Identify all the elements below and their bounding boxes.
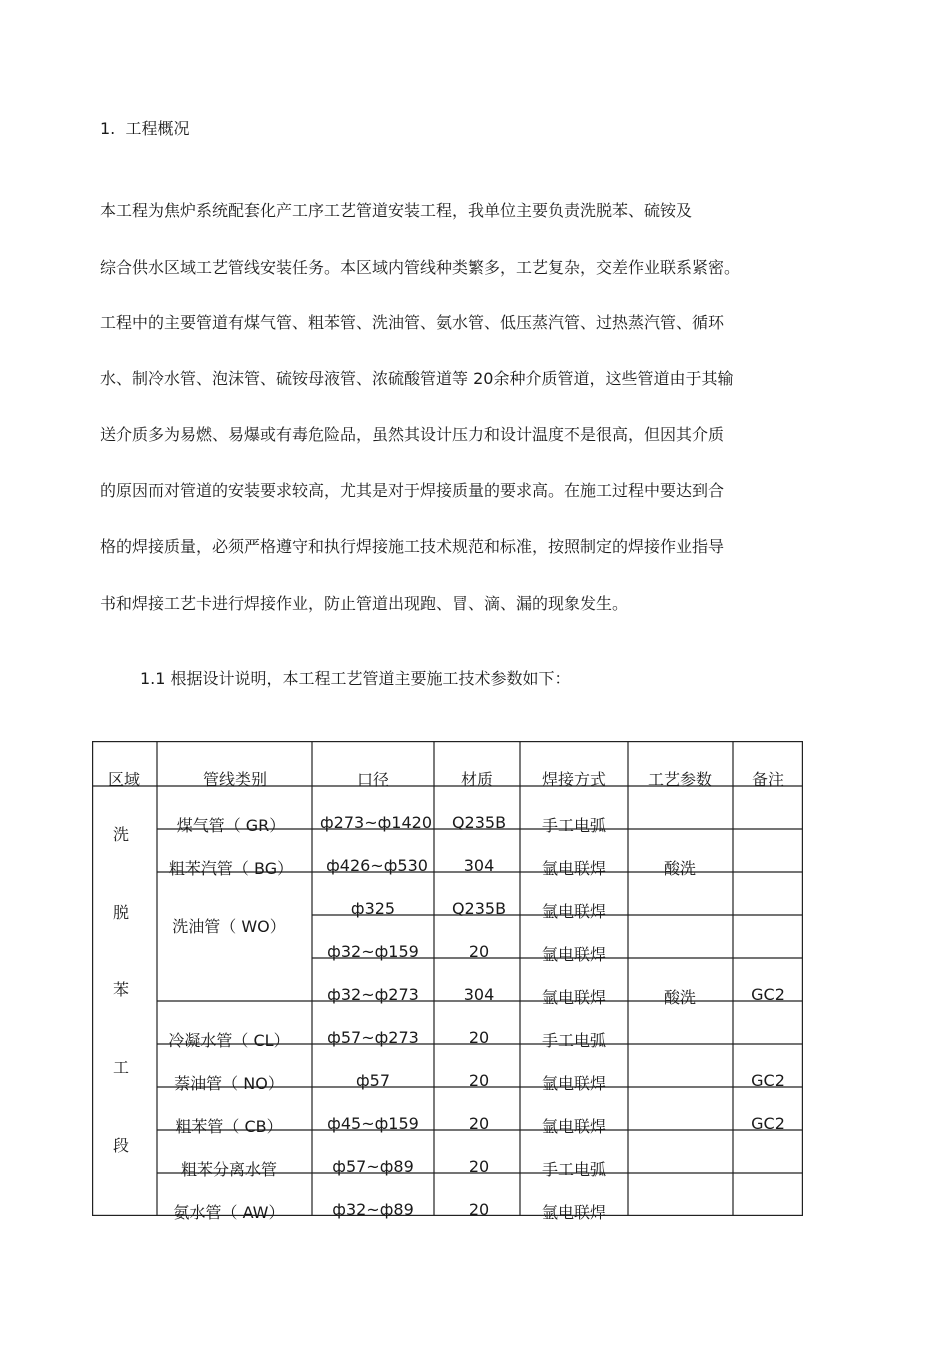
header-region: 区域 [107, 770, 141, 789]
cell-remark: GC2 [751, 1071, 785, 1090]
cell-diameter: ф57 [355, 1071, 391, 1090]
header-line-type: 管线类别 [202, 770, 268, 789]
cell-line-type: 粗苯管（ CB） [175, 1117, 283, 1136]
subsection-heading: 1.1 根据设计说明，本工程工艺管道主要施工技术参数如下： [140, 669, 571, 688]
paragraph-line: 水、制冷水管、泡沫管、硫铵母液管、浓硫酸管道等 20余种介质管道，这些管道由于其输 [100, 369, 734, 388]
cell-welding: 氩电联焊 [541, 945, 607, 964]
cell-welding: 氩电联焊 [541, 859, 607, 878]
header-diameter: 口径 [356, 770, 390, 789]
cell-welding: 手工电弧 [541, 1160, 607, 1179]
cell-line-type: 煤气管（ GR） [176, 816, 286, 835]
cell-diameter: ф32~ф89 [332, 1200, 414, 1219]
cell-welding: 手工电弧 [541, 816, 607, 835]
cell-line-type: 氨水管（ AW） [173, 1203, 285, 1222]
cell-welding: 氩电联焊 [541, 1074, 607, 1093]
cell-diameter: ф32~ф273 [327, 985, 419, 1004]
cell-process: 酸洗 [663, 859, 697, 878]
cell-material: 20 [468, 1114, 490, 1133]
cell-diameter: ф57~ф273 [327, 1028, 419, 1047]
cell-welding: 氩电联焊 [541, 988, 607, 1007]
region-char: 苯 [112, 980, 130, 999]
paragraph-line: 本工程为焦炉系统配套化产工序工艺管道安装工程，我单位主要负责洗脱苯、硫铵及 [100, 201, 693, 220]
cell-diameter: ф426~ф530 [326, 856, 428, 875]
paragraph-line: 书和焊接工艺卡进行焊接作业，防止管道出现跑、冒、滴、漏的现象发生。 [100, 594, 629, 613]
pipeline-parameter-table [92, 741, 803, 1222]
section-heading: 1. 工程概况 [100, 119, 190, 138]
cell-process: 酸洗 [663, 988, 697, 1007]
cell-material: 304 [463, 856, 495, 875]
cell-material: Q235B [451, 899, 507, 918]
cell-welding: 氩电联焊 [541, 902, 607, 921]
cell-line-type: 粗苯汽管（ BG） [168, 859, 294, 878]
cell-diameter: ф45~ф159 [327, 1114, 419, 1133]
cell-line-type: 冷凝水管（ CL） [168, 1031, 290, 1050]
cell-welding: 氩电联焊 [541, 1117, 607, 1136]
paragraph-line: 送介质多为易燃、易爆或有毒危险品，虽然其设计压力和设计温度不是很高，但因其介质 [100, 425, 725, 444]
region-char: 段 [112, 1136, 130, 1155]
cell-remark: GC2 [751, 1114, 785, 1133]
cell-line-type: 萘油管（ NO） [174, 1074, 284, 1093]
cell-diameter: ф32~ф159 [327, 942, 419, 961]
cell-diameter: ф273~ф1420 [319, 813, 433, 832]
paragraph-line: 格的焊接质量，必须严格遵守和执行焊接施工技术规范和标准，按照制定的焊接作业指导 [100, 537, 725, 556]
cell-material: Q235B [451, 813, 507, 832]
cell-diameter: ф57~ф89 [332, 1157, 414, 1176]
cell-material: 20 [468, 1200, 490, 1219]
cell-welding: 手工电弧 [541, 1031, 607, 1050]
cell-material: 20 [468, 1071, 490, 1090]
cell-welding: 氩电联焊 [541, 1203, 607, 1222]
cell-material: 20 [468, 1028, 490, 1047]
paragraph-line: 工程中的主要管道有煤气管、粗苯管、洗油管、氨水管、低压蒸汽管、过热蒸汽管、循环 [100, 313, 725, 332]
cell-material: 20 [468, 942, 490, 961]
region-char: 脱 [112, 903, 130, 922]
header-remark: 备注 [751, 770, 785, 789]
cell-line-type: 粗苯分离水管 [180, 1160, 278, 1179]
region-char: 工 [112, 1058, 130, 1077]
cell-material: 304 [463, 985, 495, 1004]
cell-material: 20 [468, 1157, 490, 1176]
region-char: 洗 [112, 825, 130, 844]
header-welding: 焊接方式 [541, 770, 607, 789]
header-material: 材质 [460, 770, 494, 789]
cell-diameter: ф325 [350, 899, 396, 918]
header-process: 工艺参数 [647, 770, 713, 789]
cell-line-type: 洗油管（ WO） [172, 917, 286, 936]
paragraph-line: 的原因而对管道的安装要求较高，尤其是对于焊接质量的要求高。在施工过程中要达到合 [100, 481, 725, 500]
paragraph-line: 综合供水区域工艺管线安装任务。本区域内管线种类繁多，工艺复杂，交差作业联系紧密。 [100, 258, 741, 277]
cell-remark: GC2 [751, 985, 785, 1004]
